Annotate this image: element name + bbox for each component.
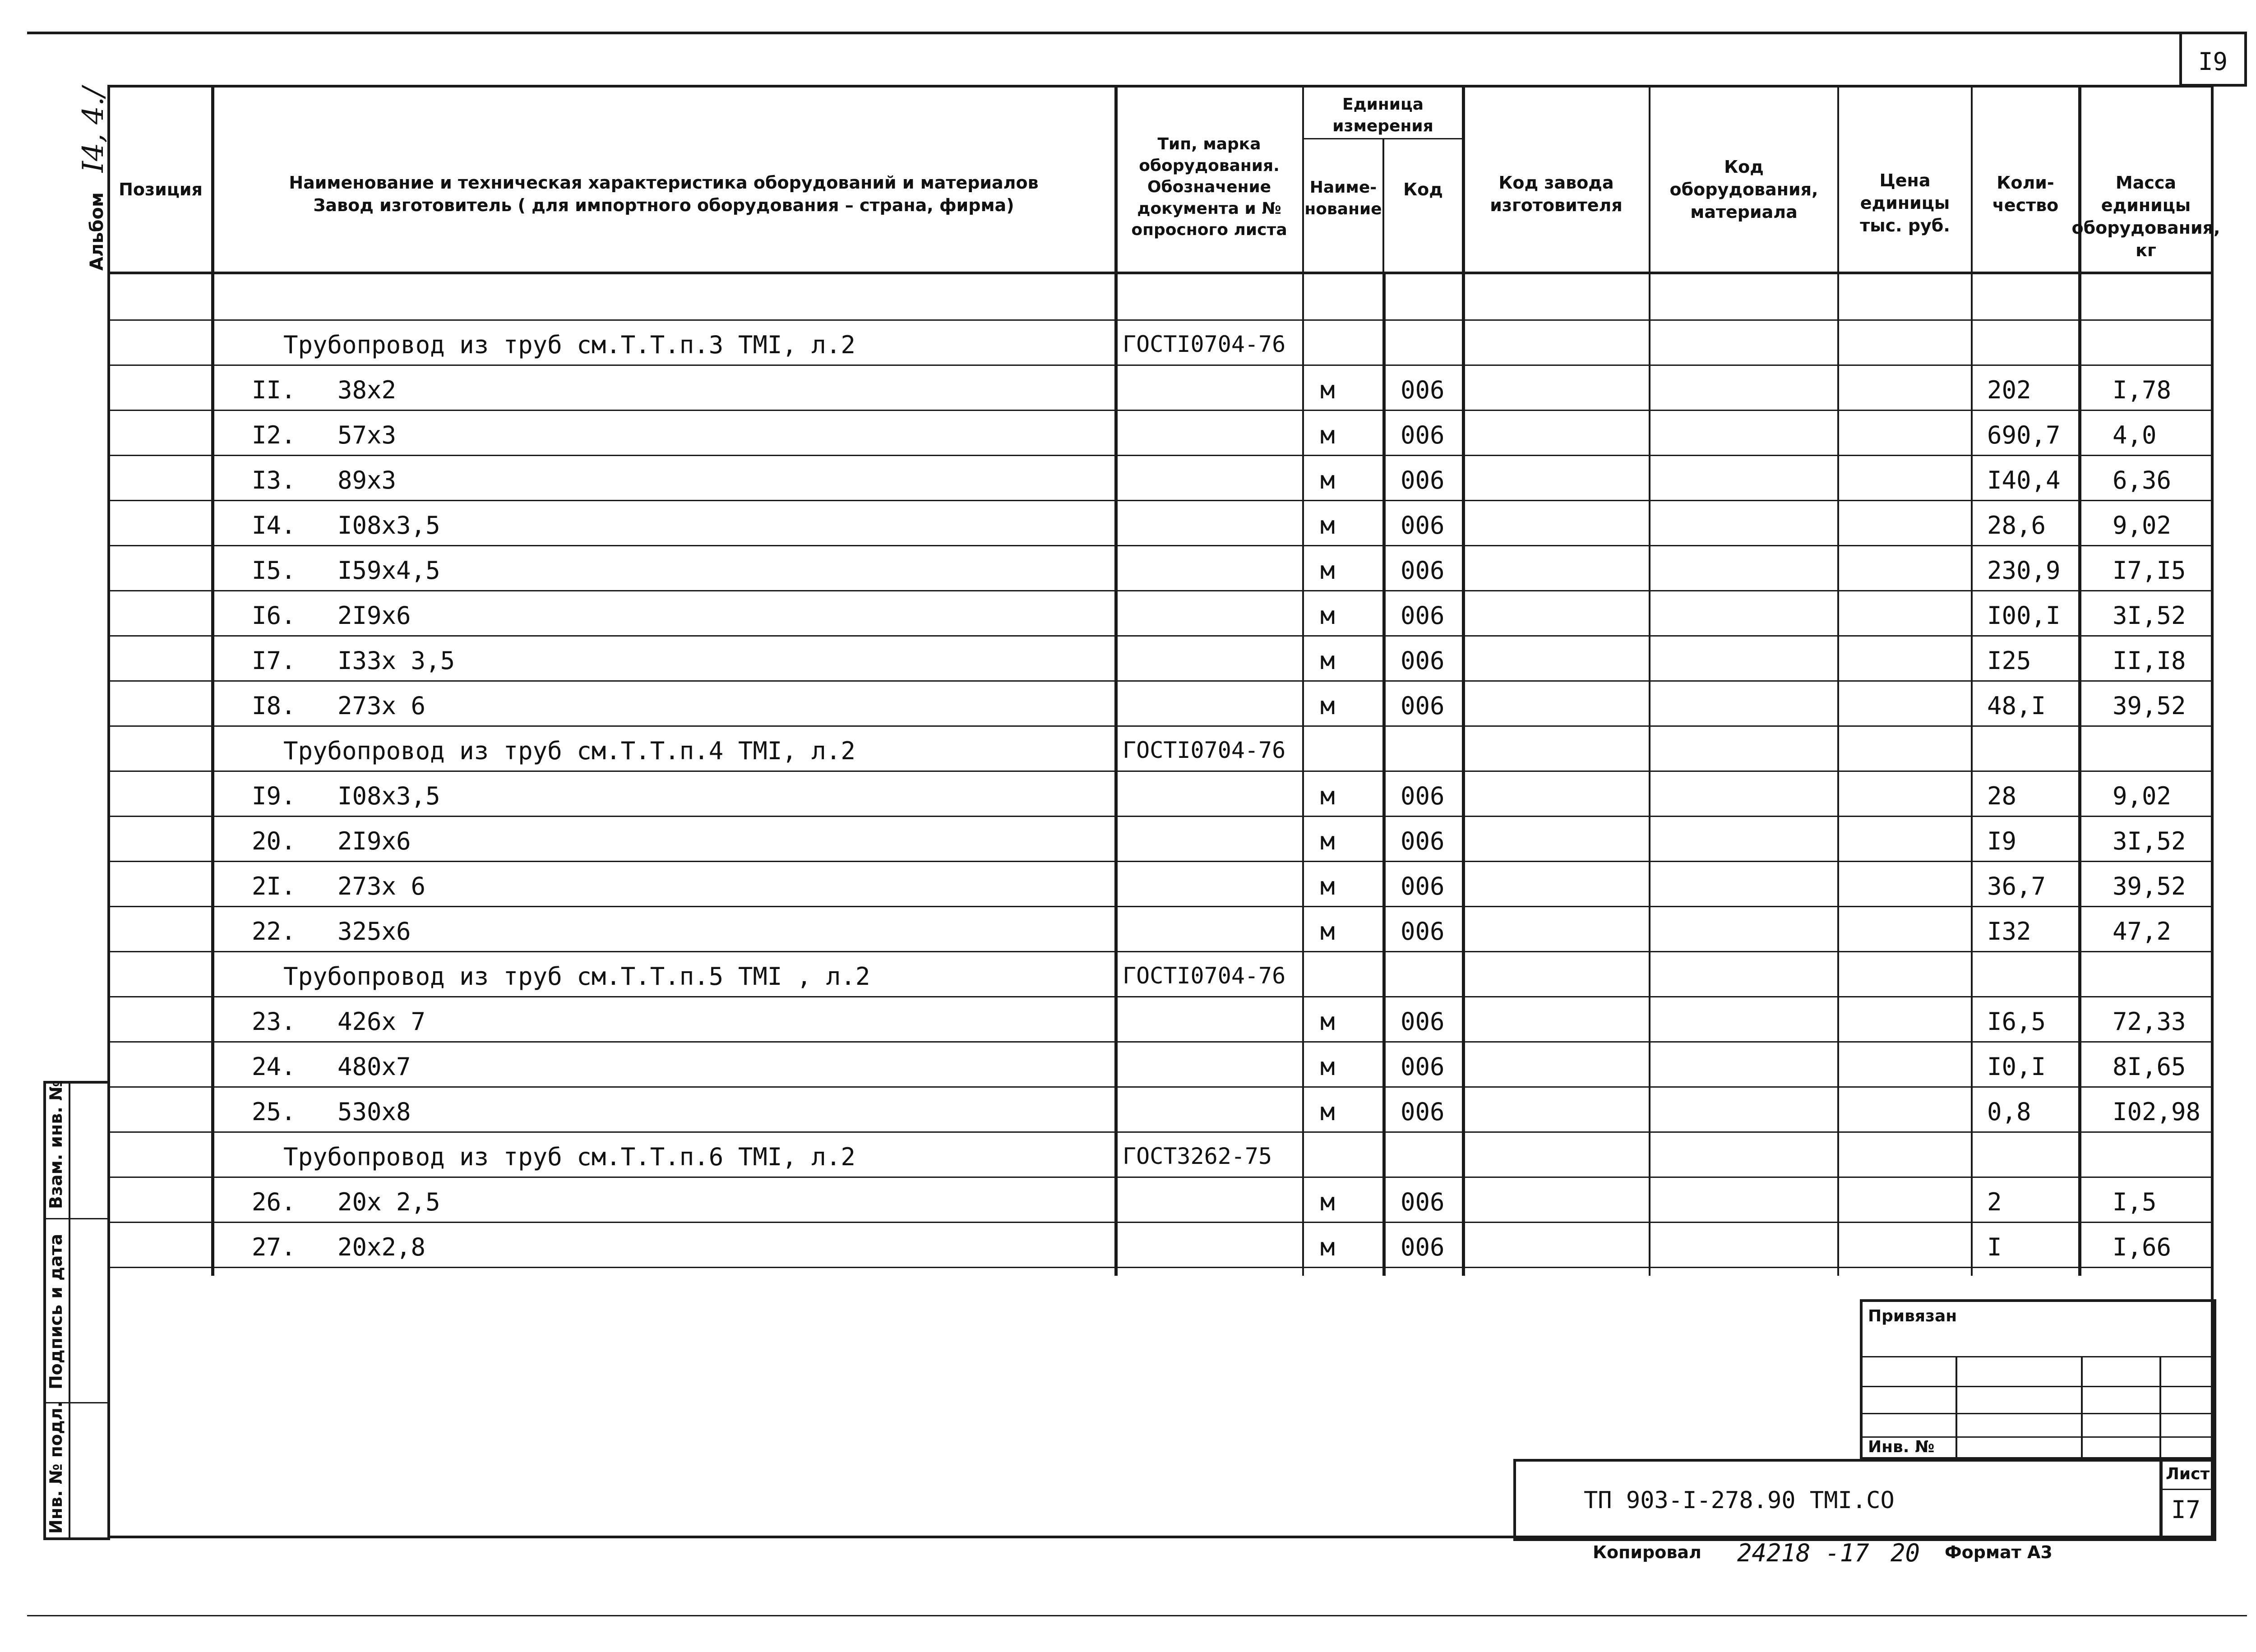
header-type-line4: документа и № xyxy=(1137,199,1281,218)
row-position: 25. xyxy=(252,1098,296,1126)
row-position: 20. xyxy=(252,827,296,855)
row-quantity: 48,I xyxy=(1987,692,2046,720)
row-quantity: I6,5 xyxy=(1987,1007,2046,1036)
row-code: 006 xyxy=(1401,466,1445,494)
row-name: 57x3 xyxy=(337,421,397,449)
header-unit-code xyxy=(1384,171,1462,208)
header-type-line1: Тип, марка xyxy=(1157,135,1261,154)
row-name: 89x3 xyxy=(337,466,397,494)
side-inv-podl: Инв. № подл. xyxy=(46,1401,66,1534)
row-name: 20x 2,5 xyxy=(337,1188,440,1216)
row-position: I2. xyxy=(252,421,296,449)
row-unit: м xyxy=(1320,692,1335,720)
row-mass: 47,2 xyxy=(2113,917,2172,946)
header-name xyxy=(213,167,1114,221)
row-separator xyxy=(107,1086,2214,1088)
privyazan-label: Привязан xyxy=(1868,1307,1957,1325)
header-plant-line2: изготовителя xyxy=(1490,195,1623,215)
row-unit: м xyxy=(1320,1098,1335,1126)
group-title: Трубопровод из труб см.Т.Т.п.4 ТМI, л.2 xyxy=(283,737,855,765)
row-unit: м xyxy=(1320,1007,1335,1036)
row-position: I6. xyxy=(252,601,296,630)
row-quantity: I40,4 xyxy=(1987,466,2061,494)
header-name-line1: Наименование и техническая характеристика оборудований и материалов xyxy=(289,172,1039,193)
row-code: 006 xyxy=(1401,511,1445,540)
row-separator xyxy=(107,951,2214,952)
album-label xyxy=(77,87,110,271)
row-unit: м xyxy=(1320,601,1335,630)
header-plant-line1: Код завода xyxy=(1498,172,1614,193)
row-position: 2I. xyxy=(252,872,296,900)
row-unit: м xyxy=(1320,872,1335,900)
header-position-text: Позиция xyxy=(119,179,203,199)
row-unit: м xyxy=(1320,421,1335,449)
header-mass-line4: кг xyxy=(2136,240,2156,261)
header-bottom-line xyxy=(107,272,2214,274)
row-separator xyxy=(107,771,2214,772)
bottom-border-line xyxy=(27,1615,2247,1616)
row-quantity: 690,7 xyxy=(1987,421,2061,449)
row-separator xyxy=(107,455,2214,456)
row-separator xyxy=(107,590,2214,591)
row-mass: 3I,52 xyxy=(2113,601,2186,630)
row-mass: 6,36 xyxy=(2113,466,2172,494)
row-position: I3. xyxy=(252,466,296,494)
album-number: I4, 4./ xyxy=(77,87,110,173)
row-name: I08x3,5 xyxy=(337,782,440,810)
row-separator xyxy=(107,319,2214,321)
row-position: I8. xyxy=(252,692,296,720)
row-position: I5. xyxy=(252,556,296,585)
row-mass: 8I,65 xyxy=(2113,1052,2186,1081)
group-title: Трубопровод из труб см.Т.Т.п.3 ТМI, л.2 xyxy=(283,331,855,359)
row-code: 006 xyxy=(1401,1052,1445,1081)
row-quantity: I0,I xyxy=(1987,1052,2046,1081)
group-title: Трубопровод из труб см.Т.Т.п.6 ТМI, л.2 xyxy=(283,1143,855,1171)
row-code: 006 xyxy=(1401,376,1445,404)
footer-order: 24218 -17 xyxy=(1737,1539,1869,1567)
header-unit xyxy=(1304,94,1462,137)
header-price-line3: тыс. руб. xyxy=(1860,216,1950,236)
title-sheet-divider xyxy=(2159,1459,2163,1541)
row-quantity: I32 xyxy=(1987,917,2031,946)
row-separator xyxy=(107,861,2214,862)
header-mass-line1: Масса xyxy=(2115,172,2177,193)
row-mass: 72,33 xyxy=(2113,1007,2186,1036)
row-position: 22. xyxy=(252,917,296,946)
header-equip-line1: Код оборудования, xyxy=(1669,157,1818,199)
row-separator xyxy=(107,1177,2214,1178)
album-label-text: Альбом xyxy=(87,192,107,271)
row-code: 006 xyxy=(1401,917,1445,946)
row-quantity: 202 xyxy=(1987,376,2031,404)
header-type-line5: опросного листа xyxy=(1131,221,1287,240)
privyazan-line3 xyxy=(1860,1413,2216,1414)
row-separator xyxy=(107,365,2214,366)
row-code: 006 xyxy=(1401,646,1445,675)
row-separator xyxy=(107,635,2214,637)
sheet-label: Лист xyxy=(2166,1465,2210,1483)
row-position: 24. xyxy=(252,1052,296,1081)
row-unit: м xyxy=(1320,1052,1335,1081)
row-quantity: 28,6 xyxy=(1987,511,2046,540)
top-border-line xyxy=(27,32,2247,34)
header-name-line2: Завод изготовитель ( для импортного оборудования – страна, фирма) xyxy=(313,195,1014,215)
header-qty-line1: Коли- xyxy=(1997,172,2054,193)
row-mass: II,I8 xyxy=(2113,646,2186,675)
row-quantity: 36,7 xyxy=(1987,872,2046,900)
row-position: I7. xyxy=(252,646,296,675)
inv-no-label: Инв. № xyxy=(1868,1438,1935,1456)
row-position: 27. xyxy=(252,1233,296,1261)
row-unit: м xyxy=(1320,1188,1335,1216)
row-mass: 9,02 xyxy=(2113,511,2172,540)
header-unit-name xyxy=(1304,171,1382,226)
unit-header-split xyxy=(1302,138,1462,139)
header-price-line1: Цена xyxy=(1879,170,1931,190)
footer-format: Формат А3 xyxy=(1945,1542,2053,1562)
header-unit-code-text: Код xyxy=(1403,179,1443,199)
row-code: 006 xyxy=(1401,1007,1445,1036)
row-mass: 4,0 xyxy=(2113,421,2157,449)
row-name: 2I9x6 xyxy=(337,601,411,630)
side-podpis: Подпись и дата xyxy=(46,1233,66,1389)
row-name: 426x 7 xyxy=(337,1007,426,1036)
row-unit: м xyxy=(1320,782,1335,810)
row-mass: I,66 xyxy=(2113,1233,2172,1261)
header-unit-line2: измерения xyxy=(1332,117,1433,135)
row-quantity: 0,8 xyxy=(1987,1098,2031,1126)
row-separator xyxy=(107,500,2214,501)
row-code: 006 xyxy=(1401,692,1445,720)
privyazan-line1 xyxy=(1860,1356,2216,1357)
sheet-corner-number: I9 xyxy=(2198,47,2228,76)
row-name: I59x4,5 xyxy=(337,556,440,585)
row-name: I08x3,5 xyxy=(337,511,440,540)
header-unit-name-line2: нование xyxy=(1304,200,1382,218)
row-unit: м xyxy=(1320,646,1335,675)
row-separator xyxy=(107,1131,2214,1133)
header-plant-code xyxy=(1464,167,1649,221)
header-unit-name-line1: Наиме- xyxy=(1309,178,1377,197)
header-equip-line2: материала xyxy=(1690,202,1798,222)
row-separator xyxy=(107,906,2214,907)
header-mass xyxy=(2071,167,2220,266)
row-mass: I,78 xyxy=(2113,376,2172,404)
row-mass: I,5 xyxy=(2113,1188,2157,1216)
row-name: I33x 3,5 xyxy=(337,646,455,675)
row-separator xyxy=(107,545,2214,546)
footer-copied: Копировал xyxy=(1593,1542,1701,1562)
row-unit: м xyxy=(1320,917,1335,946)
designation: ТП 903-I-278.90 ТМI.СО xyxy=(1584,1487,1895,1514)
header-type-line3: Обозначение xyxy=(1147,178,1271,197)
row-unit: м xyxy=(1320,556,1335,585)
row-unit: м xyxy=(1320,511,1335,540)
row-separator xyxy=(107,1222,2214,1223)
row-name: 273x 6 xyxy=(337,692,426,720)
header-mass-line3: оборудования, xyxy=(2071,218,2220,238)
row-mass: I7,I5 xyxy=(2113,556,2186,585)
side-vzam: Взам. инв. № xyxy=(46,1080,66,1209)
row-mass: 39,52 xyxy=(2113,872,2186,900)
row-name: 480x7 xyxy=(337,1052,411,1081)
header-type xyxy=(1116,126,1302,248)
row-position: 23. xyxy=(252,1007,296,1036)
header-mass-line2: единицы xyxy=(2101,195,2191,215)
header-qty xyxy=(1973,167,2078,221)
privyazan-vline3 xyxy=(2159,1356,2161,1460)
row-mass: 39,52 xyxy=(2113,692,2186,720)
row-unit: м xyxy=(1320,466,1335,494)
row-quantity: 28 xyxy=(1987,782,2017,810)
row-name: 20x2,8 xyxy=(337,1233,426,1261)
row-code: 006 xyxy=(1401,421,1445,449)
title-sheet-hline xyxy=(2159,1489,2216,1490)
header-type-line2: оборудования. xyxy=(1139,156,1280,175)
row-separator xyxy=(107,996,2214,997)
row-position: I4. xyxy=(252,511,296,540)
header-unit-line1: Единица xyxy=(1342,95,1424,114)
row-code: 006 xyxy=(1401,827,1445,855)
row-quantity: I9 xyxy=(1987,827,2017,855)
row-code: 006 xyxy=(1401,872,1445,900)
row-quantity: 230,9 xyxy=(1987,556,2061,585)
row-separator xyxy=(107,1267,2214,1268)
row-separator xyxy=(107,816,2214,817)
row-separator xyxy=(107,1041,2214,1043)
row-document: ГОСТI0704-76 xyxy=(1123,963,1286,989)
row-unit: м xyxy=(1320,827,1335,855)
footer-page: 20 xyxy=(1891,1539,1920,1567)
row-code: 006 xyxy=(1401,1188,1445,1216)
row-quantity: I00,I xyxy=(1987,601,2061,630)
row-quantity: I xyxy=(1987,1233,2002,1261)
privyazan-line2 xyxy=(1860,1386,2216,1387)
row-position: II. xyxy=(252,376,296,404)
code-col-left-bold xyxy=(1382,273,1386,1276)
row-document: ГОСТ3262-75 xyxy=(1123,1143,1272,1169)
header-position xyxy=(110,135,211,244)
header-price xyxy=(1839,167,1971,239)
row-position: I9. xyxy=(252,782,296,810)
row-document: ГОСТI0704-76 xyxy=(1123,737,1286,763)
row-name: 38x2 xyxy=(337,376,397,404)
group-title: Трубопровод из труб см.Т.Т.п.5 ТМI , л.2 xyxy=(283,962,870,991)
row-unit: м xyxy=(1320,1233,1335,1261)
row-name: 530x8 xyxy=(337,1098,411,1126)
privyazan-vline1 xyxy=(1956,1356,1957,1460)
side-stamp-h1 xyxy=(43,1218,110,1219)
row-name: 325x6 xyxy=(337,917,411,946)
row-separator xyxy=(107,410,2214,411)
row-position: 26. xyxy=(252,1188,296,1216)
privyazan-vline2 xyxy=(2081,1356,2083,1460)
row-mass: I02,98 xyxy=(2113,1098,2201,1126)
row-mass: 9,02 xyxy=(2113,782,2172,810)
row-code: 006 xyxy=(1401,782,1445,810)
row-quantity: I25 xyxy=(1987,646,2031,675)
row-separator xyxy=(107,680,2214,682)
row-code: 006 xyxy=(1401,601,1445,630)
row-code: 006 xyxy=(1401,1233,1445,1261)
header-qty-line2: чество xyxy=(1992,195,2059,215)
row-code: 006 xyxy=(1401,556,1445,585)
header-equip-code xyxy=(1650,157,1837,222)
row-name: 273x 6 xyxy=(337,872,426,900)
row-name: 2I9x6 xyxy=(337,827,411,855)
row-separator xyxy=(107,725,2214,727)
row-code: 006 xyxy=(1401,1098,1445,1126)
row-document: ГОСТI0704-76 xyxy=(1123,331,1286,357)
side-stamp-vline xyxy=(69,1081,70,1540)
header-price-line2: единицы xyxy=(1860,193,1950,213)
row-unit: м xyxy=(1320,376,1335,404)
sheet-number: I7 xyxy=(2171,1495,2201,1524)
row-mass: 3I,52 xyxy=(2113,827,2186,855)
row-quantity: 2 xyxy=(1987,1188,2002,1216)
